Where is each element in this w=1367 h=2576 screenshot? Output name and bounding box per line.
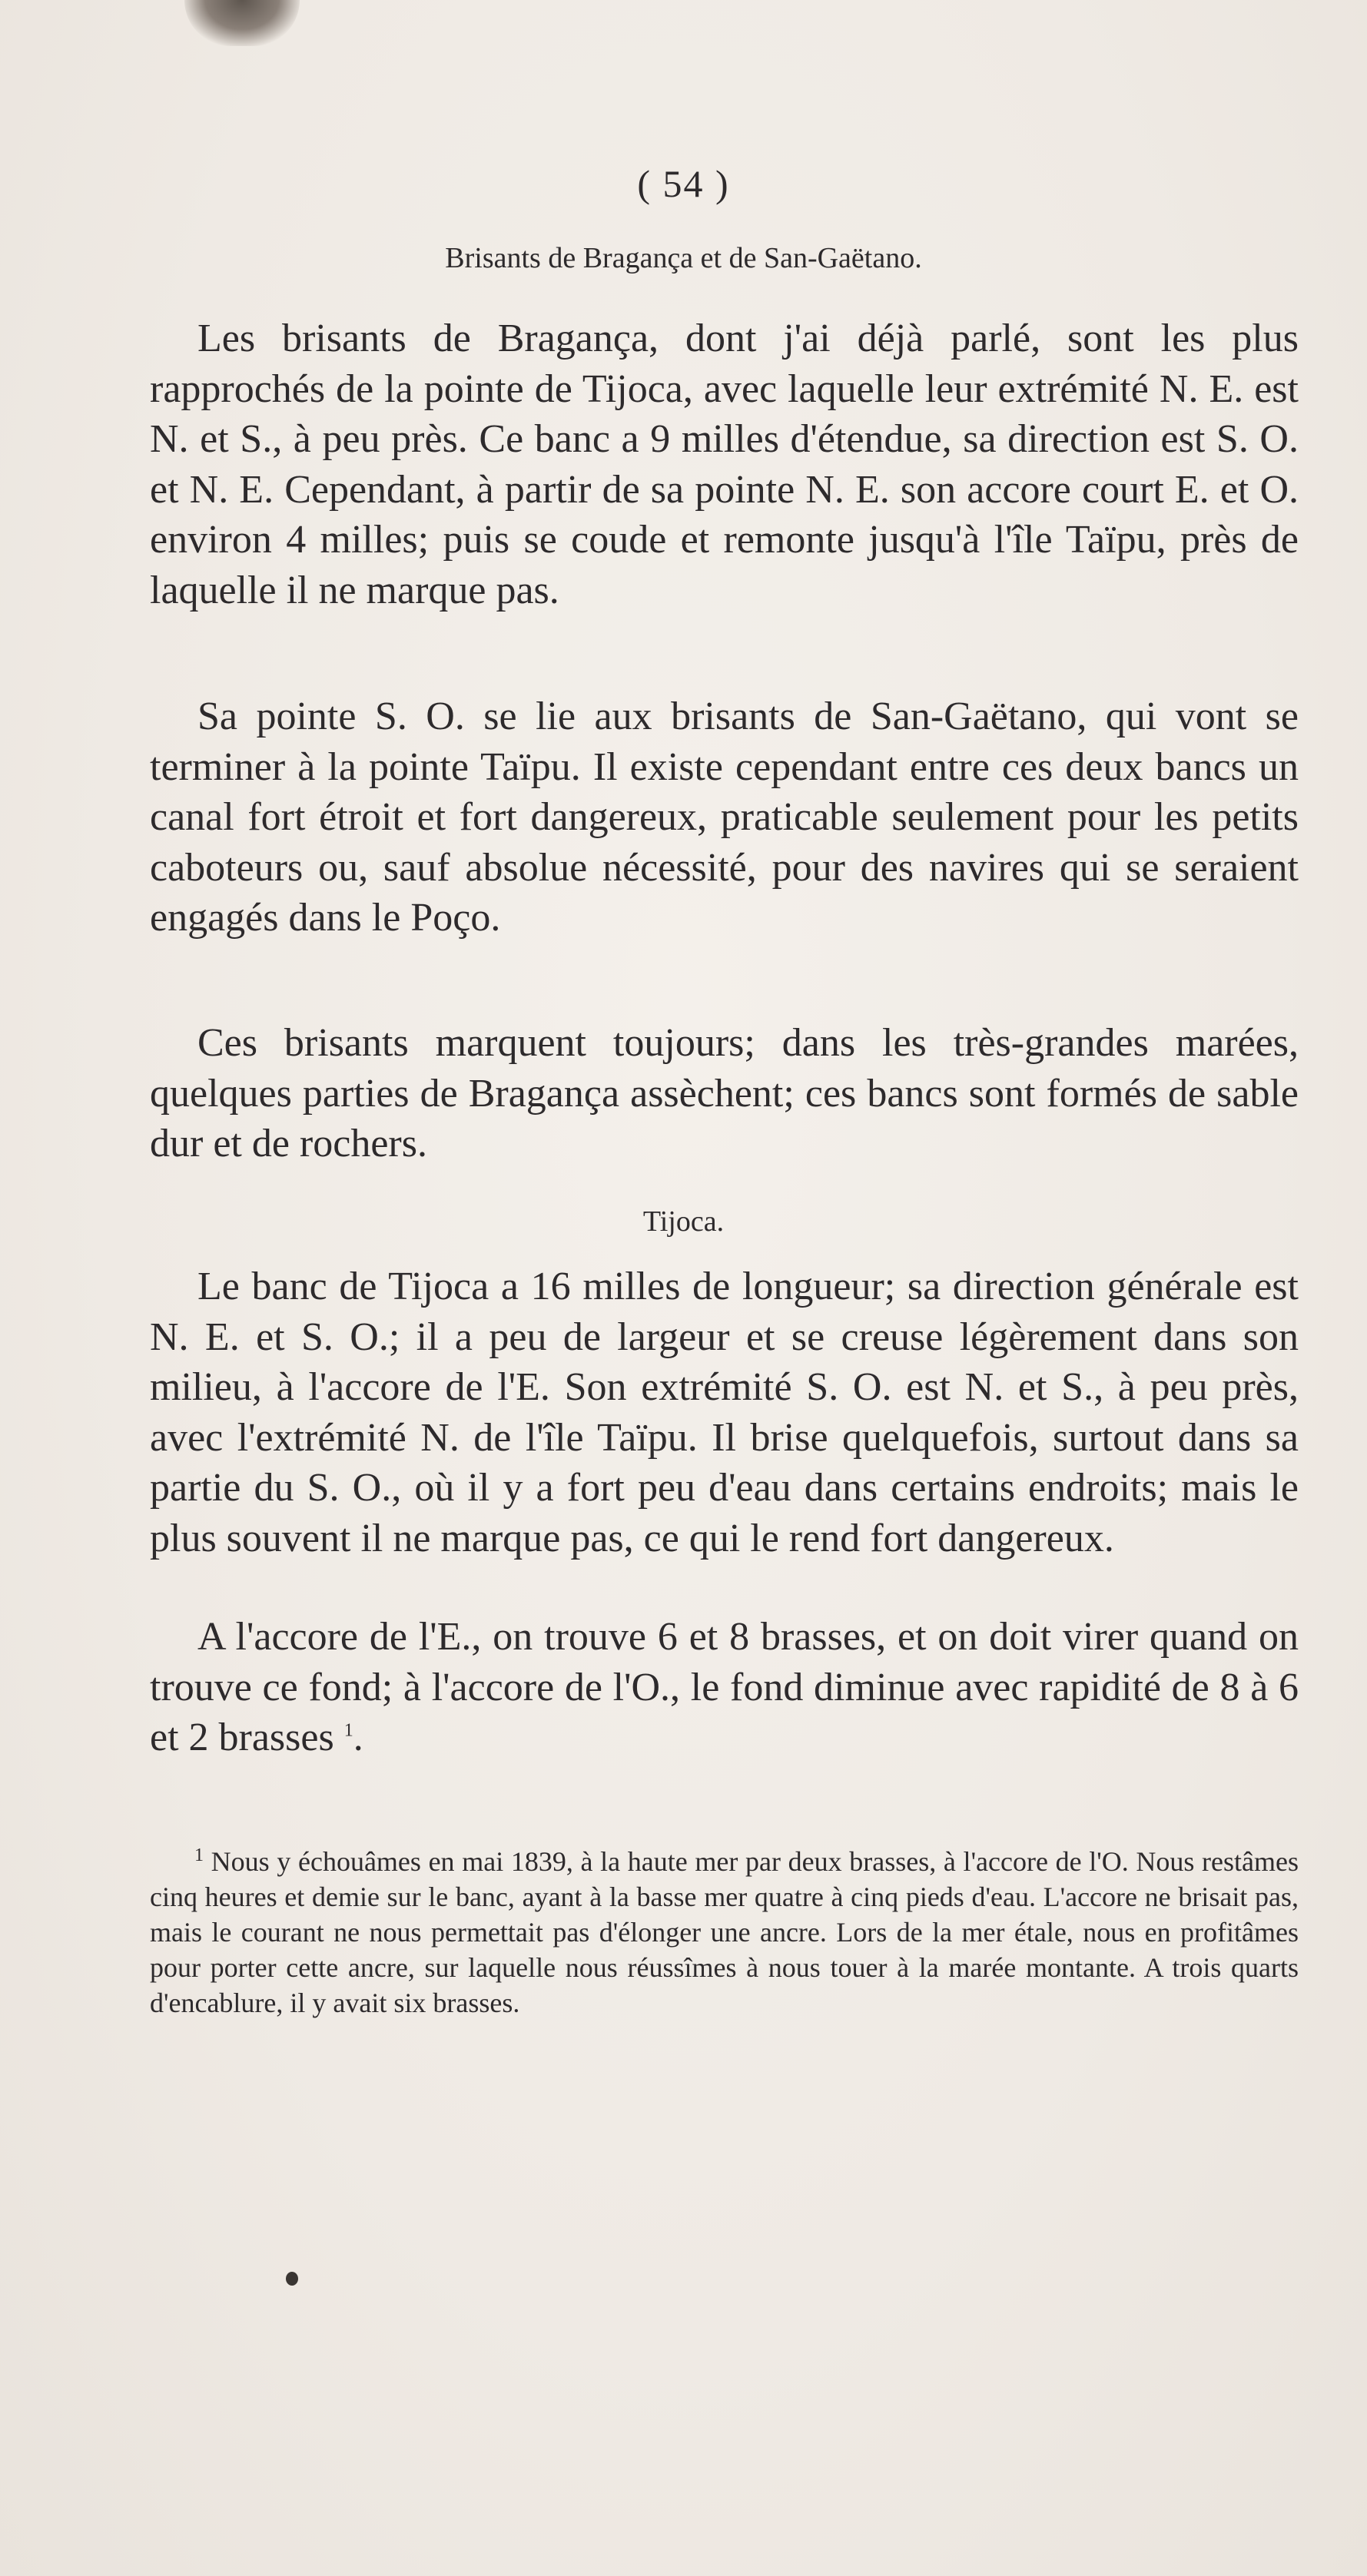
- footnote-text: Nous y échouâmes en mai 1839, à la haute mer par deux brasses, à l'accore de l'O. Nous restâmes cinq heures et demie sur le banc, ayant à la basse mer quatre à cinq pieds d'eau. L'accore ne brisait pas, mais le courant ne nous permettait pas d'élonger une ancre. Lors de la mer étale, nous en profitâmes pour porter cette ancre, sur laquelle nous réussîmes à nous touer à la marée montante. A trois quarts d'encablure, il y avait six brasses.: [150, 1846, 1299, 2018]
- paper-stain: [184, 0, 300, 46]
- footnote-reference: 1: [343, 1720, 353, 1741]
- paragraph-tijoca-1: Le banc de Tijoca a 16 milles de longueur; sa direction générale est N. E. et S. O.; il a peu de largeur et se creuse légèrement dans son milieu, à l'accore de l'E. Son extrémité S. O. est N. et S., à peu près, avec l'extrémité N. de l'île Taïpu. Il brise quelquefois, surtout dans sa partie du S. O., où il y a fort peu d'eau dans certains endroits; mais le plus souvent il ne marque pas, ce qui le rend fort dangereux.: [150, 1265, 1299, 1560]
- paragraph-braganca-2: Sa pointe S. O. se lie aux brisants de San-Gaëtano, qui vont se terminer à la pointe Taïpu. Il existe cependant entre ces deux bancs un canal fort étroit et fort dangereux, praticable seulement pour les petits caboteurs ou, sauf absolue nécessité, pour des navires qui se seraient engagés dans le Poço.: [150, 695, 1299, 940]
- page-number: ( 54 ): [637, 162, 730, 205]
- section-heading-tijoca: Tijoca.: [642, 1205, 725, 1238]
- section-heading-braganca: Brisants de Bragança et de San-Gaëtano.: [445, 242, 922, 274]
- footnote-mark: 1: [194, 1845, 204, 1865]
- paragraph-tijoca-2: A l'accore de l'E., on trouve 6 et 8 brasses, et on doit virer quand on trouve ce fond; à l'accore de l'O., le fond diminue avec rapidité de 8 à 6 et 2 brasses $^1$.: [150, 1615, 1299, 1759]
- footnote: [150, 1844, 1299, 2021]
- paragraph-tijoca-2-text: A l'accore de l'E., on trouve 6 et 8 brasses, et on doit virer quand on trouve ce fond; à l'accore de l'O., le fond diminue avec rapidité de 8 à 6 et 2 brasses: [150, 1615, 1299, 1759]
- paragraph-braganca-3: Ces brisants marquent toujours; dans les très-grandes marées, quelques parties de Bragança assèchent; ces bancs sont formés de sable dur et de rochers.: [150, 1021, 1299, 1165]
- ink-speck: [286, 2272, 298, 2286]
- paragraph-braganca-1: Les brisants de Bragança, dont j'ai déjà parlé, sont les plus rapprochés de la pointe de Tijoca, avec laquelle leur extrémité N. E. est N. et S., à peu près. Ce banc a 9 milles d'étendue, sa direction est S. O. et N. E. Cependant, à partir de sa pointe N. E. son accore court E. et O. environ 4 milles; puis se coude et remonte jusqu'à l'île Taïpu, près de laquelle il ne marque pas.: [150, 317, 1299, 612]
